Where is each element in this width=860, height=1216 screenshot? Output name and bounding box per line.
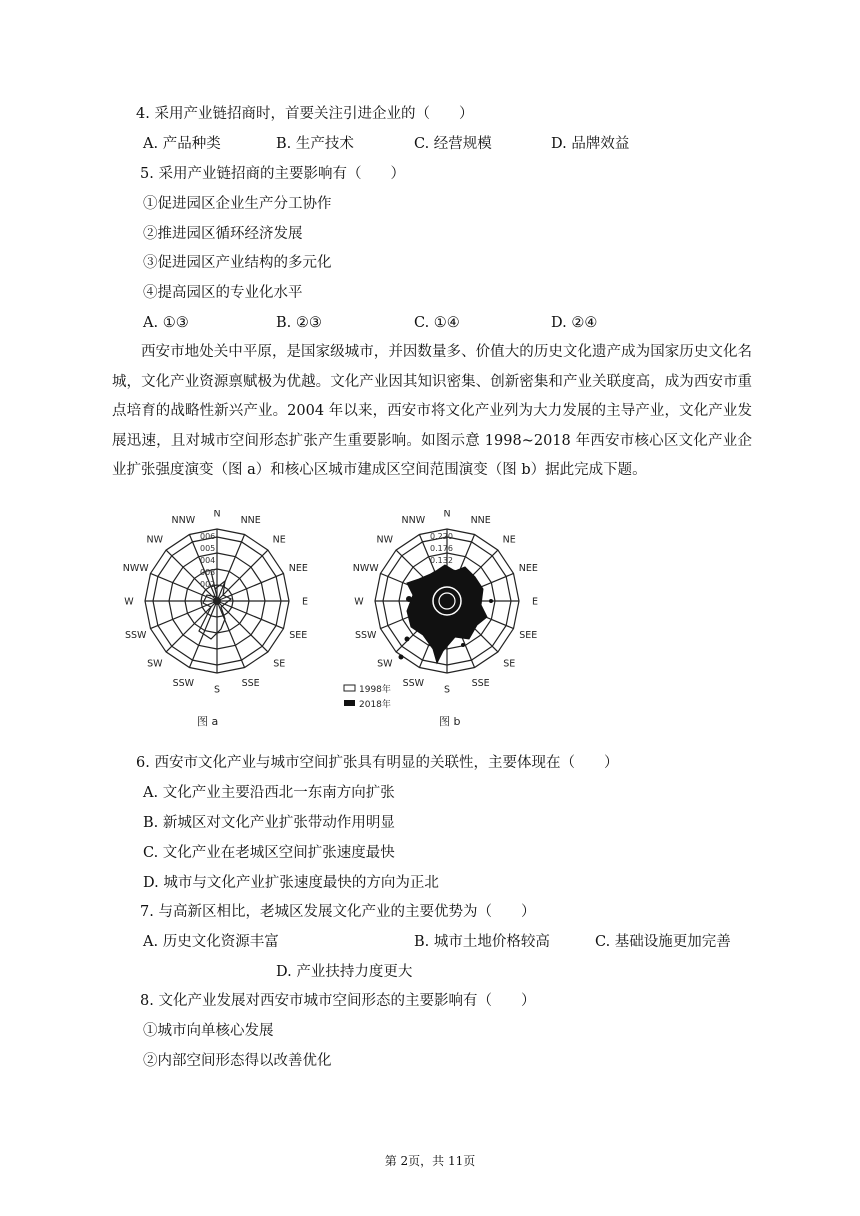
figure-a-direction-label: SW bbox=[147, 658, 163, 670]
q6-option-a: A. 文化产业主要沿西北一东南方向扩张 bbox=[143, 785, 395, 801]
reading-passage: 西安市地处关中平原，是国家级城市，并因数量多、价值大的历史文化遗产成为国家历史文化名城，文化产业资源禀赋极为优越。文化产业因其知识密集、创新密集和产业关联度高，成为西安市重点培育的战略性新兴产业。2004 年以来，西安市将文化产业列为大力发展的主导产业，文化产业发展迅速，且对城市空间形态扩张产生重要影响。如图示意 1998~2018 年西安市核心区文化产业企业扩张强度演变（图 a）和核心区城市建成区空间范围演变（图 b）据此完成下题。 bbox=[112, 344, 752, 479]
q4-option-c: C. 经营规模 bbox=[414, 136, 492, 152]
figure-b-caption: 图 b bbox=[439, 715, 461, 728]
q5-option-b: B. ②③ bbox=[276, 315, 322, 331]
q8-item-2: ②内部空间形态得以改善优化 bbox=[143, 1053, 332, 1069]
figure-b-direction-label: SSW bbox=[354, 630, 377, 642]
figure-b-direction-label: NE bbox=[502, 534, 516, 546]
figure-b-direction-label: SE bbox=[503, 658, 516, 670]
q5-item-1: ①促进园区企业生产分工协作 bbox=[143, 196, 332, 212]
figure-b-direction-label: NNW bbox=[401, 515, 426, 527]
figure-b-direction-label: W bbox=[354, 596, 364, 608]
q5-item-2: ②推进园区循环经济发展 bbox=[143, 226, 303, 242]
figure-a-direction-label: NWW bbox=[122, 562, 149, 574]
figure-b-radar bbox=[353, 510, 538, 696]
figure-a-grid-spoke bbox=[217, 550, 268, 601]
figure-a-grid-spoke bbox=[166, 601, 217, 652]
figure-a-scale-label: 005 bbox=[200, 544, 216, 553]
figure-b-direction-label: N bbox=[443, 510, 451, 520]
q6-stem: 6. 西安市文化产业与城市空间扩张具有明显的关联性，主要体现在（ ） bbox=[136, 755, 619, 771]
figure-b-direction-label: SSW bbox=[402, 677, 425, 689]
figure-b-direction-label: E bbox=[531, 596, 539, 608]
q6-option-d: D. 城市与文化产业扩张速度最快的方向为正北 bbox=[143, 875, 439, 891]
figure-b-direction-label: SSE bbox=[471, 677, 490, 689]
figure-b-direction-label: NW bbox=[376, 534, 394, 546]
figure-b-scale-label: 0.132 bbox=[430, 556, 453, 565]
figure-a-direction-label: SSW bbox=[172, 677, 195, 689]
figure-b-scale-label: 0.220 bbox=[430, 532, 453, 541]
figure-a-direction-label: W bbox=[124, 596, 134, 608]
q7-option-d: D. 产业扶持力度更大 bbox=[276, 964, 413, 980]
figure-b-direction-label: S bbox=[443, 684, 451, 696]
figure-b-direction-label: NWW bbox=[352, 562, 379, 574]
q7-stem: 7. 与高新区相比，老城区发展文化产业的主要优势为（ ） bbox=[140, 904, 536, 920]
q4-option-b: B. 生产技术 bbox=[276, 136, 354, 152]
q4-option-a: A. 产品种类 bbox=[143, 136, 221, 152]
figure-a-direction-label: E bbox=[301, 596, 309, 608]
figure-b-scale-label: 0.176 bbox=[430, 544, 453, 553]
figure-a-direction-label: SEE bbox=[289, 630, 308, 642]
figure-b-direction-label: NNE bbox=[470, 515, 491, 527]
figure-a-scale-label: 002 bbox=[200, 580, 216, 589]
q6-option-c: C. 文化产业在老城区空间扩张速度最快 bbox=[143, 845, 395, 861]
figure-a-direction-label: NNW bbox=[171, 515, 196, 527]
figure-a-caption: 图 a bbox=[197, 715, 219, 728]
figure-a-direction-label: NW bbox=[146, 534, 164, 546]
figure-a-direction-label: S bbox=[213, 684, 221, 696]
figure-a-radar bbox=[123, 510, 308, 696]
figure-b-legend bbox=[344, 683, 391, 710]
page-footer: 第 2页，共 11页 bbox=[384, 1154, 476, 1168]
q4-option-d: D. 品牌效益 bbox=[551, 136, 630, 152]
q5-option-d: D. ②④ bbox=[551, 315, 598, 331]
figure-a-scale-label: 004 bbox=[200, 556, 216, 565]
figure-a-direction-label: SE bbox=[273, 658, 286, 670]
figure-a-direction-label: NEE bbox=[288, 562, 308, 574]
figure-a-direction-label: SSW bbox=[124, 630, 147, 642]
q4-stem: 4. 采用产业链招商时，首要关注引进企业的（ ） bbox=[136, 106, 474, 122]
q7-option-a: A. 历史文化资源丰富 bbox=[143, 934, 279, 950]
q6-option-b: B. 新城区对文化产业扩张带动作用明显 bbox=[143, 815, 395, 831]
q5-item-4: ④提高园区的专业化水平 bbox=[143, 285, 303, 301]
q7-option-b: B. 城市土地价格较高 bbox=[414, 934, 550, 950]
legend-2018: 2018年 bbox=[359, 700, 391, 710]
q8-stem: 8. 文化产业发展对西安市城市空间形态的主要影响有（ ） bbox=[140, 993, 536, 1009]
figure-a-scale-label: 006 bbox=[200, 532, 216, 541]
q5-stem: 5. 采用产业链招商的主要影响有（ ） bbox=[140, 166, 405, 182]
q5-option-c: C. ①④ bbox=[414, 315, 460, 331]
figure-a-scale-label: 003 bbox=[200, 568, 216, 577]
figure-a-direction-label: NNE bbox=[240, 515, 261, 527]
q5-option-a: A. ①③ bbox=[143, 315, 189, 331]
figure-a-direction-label: SSE bbox=[241, 677, 260, 689]
figure-b-direction-label: NEE bbox=[518, 562, 538, 574]
q7-option-c: C. 基础设施更加完善 bbox=[595, 934, 731, 950]
figure-radar-charts bbox=[112, 510, 552, 745]
legend-1998: 1998年 bbox=[359, 685, 391, 695]
figure-a-direction-label: NE bbox=[272, 534, 286, 546]
figure-a-direction-label: N bbox=[213, 510, 221, 520]
figure-b-direction-label: SEE bbox=[519, 630, 538, 642]
figure-b-direction-label: SW bbox=[377, 658, 393, 670]
q8-item-1: ①城市向单核心发展 bbox=[143, 1023, 274, 1039]
figure-a-grid-spoke bbox=[217, 601, 268, 652]
q5-item-3: ③促进园区产业结构的多元化 bbox=[143, 255, 332, 271]
